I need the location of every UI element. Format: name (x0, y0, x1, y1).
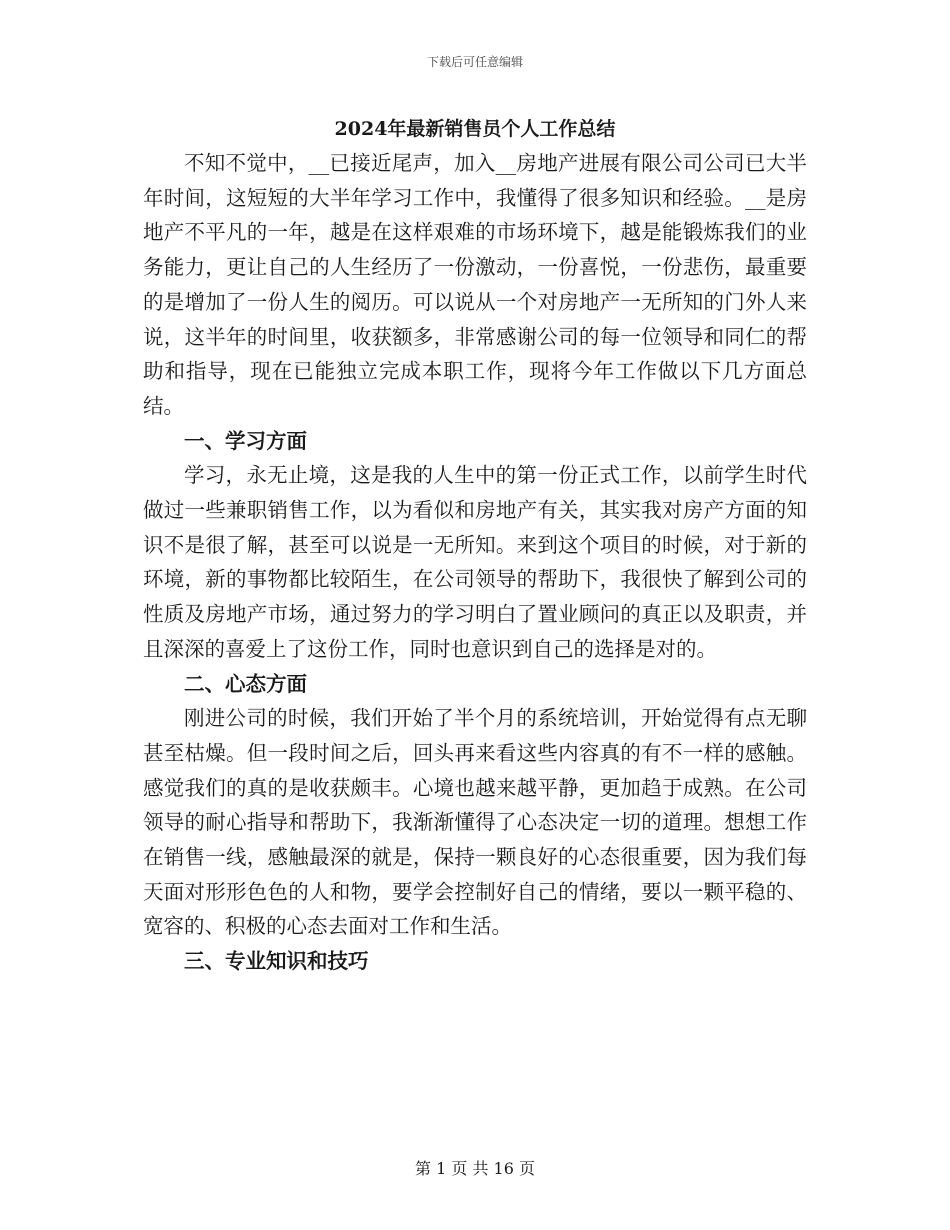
section-heading-study: 一、学习方面 (184, 428, 307, 453)
section-heading-mindset: 二、心态方面 (184, 671, 307, 696)
page-number: 第 1 页 共 16 页 (415, 1159, 535, 1178)
document-body (143, 146, 807, 979)
document-title: 2024年最新销售员个人工作总结 (334, 118, 616, 140)
section-paragraph-mindset: 刚进公司的时候，我们开始了半个月的系统培训，开始觉得有点无聊甚至枯燥。但一段时间之后，回头再来看这些内容真的有不一样的感触。感觉我们的真的是收获颇丰。心境也越来越平静，更加趋于成熟。在公司领导的耐心指导和帮助下，我渐渐懂得了心态决定一切的道理。想想工作在销售一线，感触最深的就是，保持一颗良好的心态很重要，因为我们每天面对形形色色的人和物，要学会控制好自己的情绪，要以一颗平稳的、宽容的、积极的心态去面对工作和生活。 (143, 706, 807, 939)
section-paragraph-study: 学习，永无止境，这是我的人生中的第一份正式工作，以前学生时代做过一些兼职销售工作，以为看似和房地产有关，其实我对房产方面的知识不是很了解，甚至可以说是一无所知。来到这个项目的时候，对于新的环境，新的事物都比较陌生，在公司领导的帮助下，我很快了解到公司的性质及房地产市场，通过努力的学习明白了置业顾问的真正以及职责，并且深深的喜爱上了这份工作，同时也意识到自己的选择是对的。 (143, 463, 807, 661)
header-note: 下载后可任意编辑 (426, 55, 523, 69)
intro-paragraph: 不知不觉中，__已接近尾声，加入__房地产进展有限公司公司已大半年时间，这短短的大半年学习工作中，我懂得了很多知识和经验。__是房地产不平凡的一年，越是在这样艰难的市场环境下，越是能锻炼我们的业务能力，更让自己的人生经历了一份激动，一份喜悦，一份悲伤，最重要的是增加了一份人生的阅历。可以说从一个对房地产一无所知的门外人来说，这半年的时间里，收获额多，非常感谢公司的每一位领导和同仁的帮助和指导，现在已能独立完成本职工作，现将今年工作做以下几方面总结。 (143, 151, 807, 418)
section-heading-skills: 三、专业知识和技巧 (184, 949, 369, 974)
